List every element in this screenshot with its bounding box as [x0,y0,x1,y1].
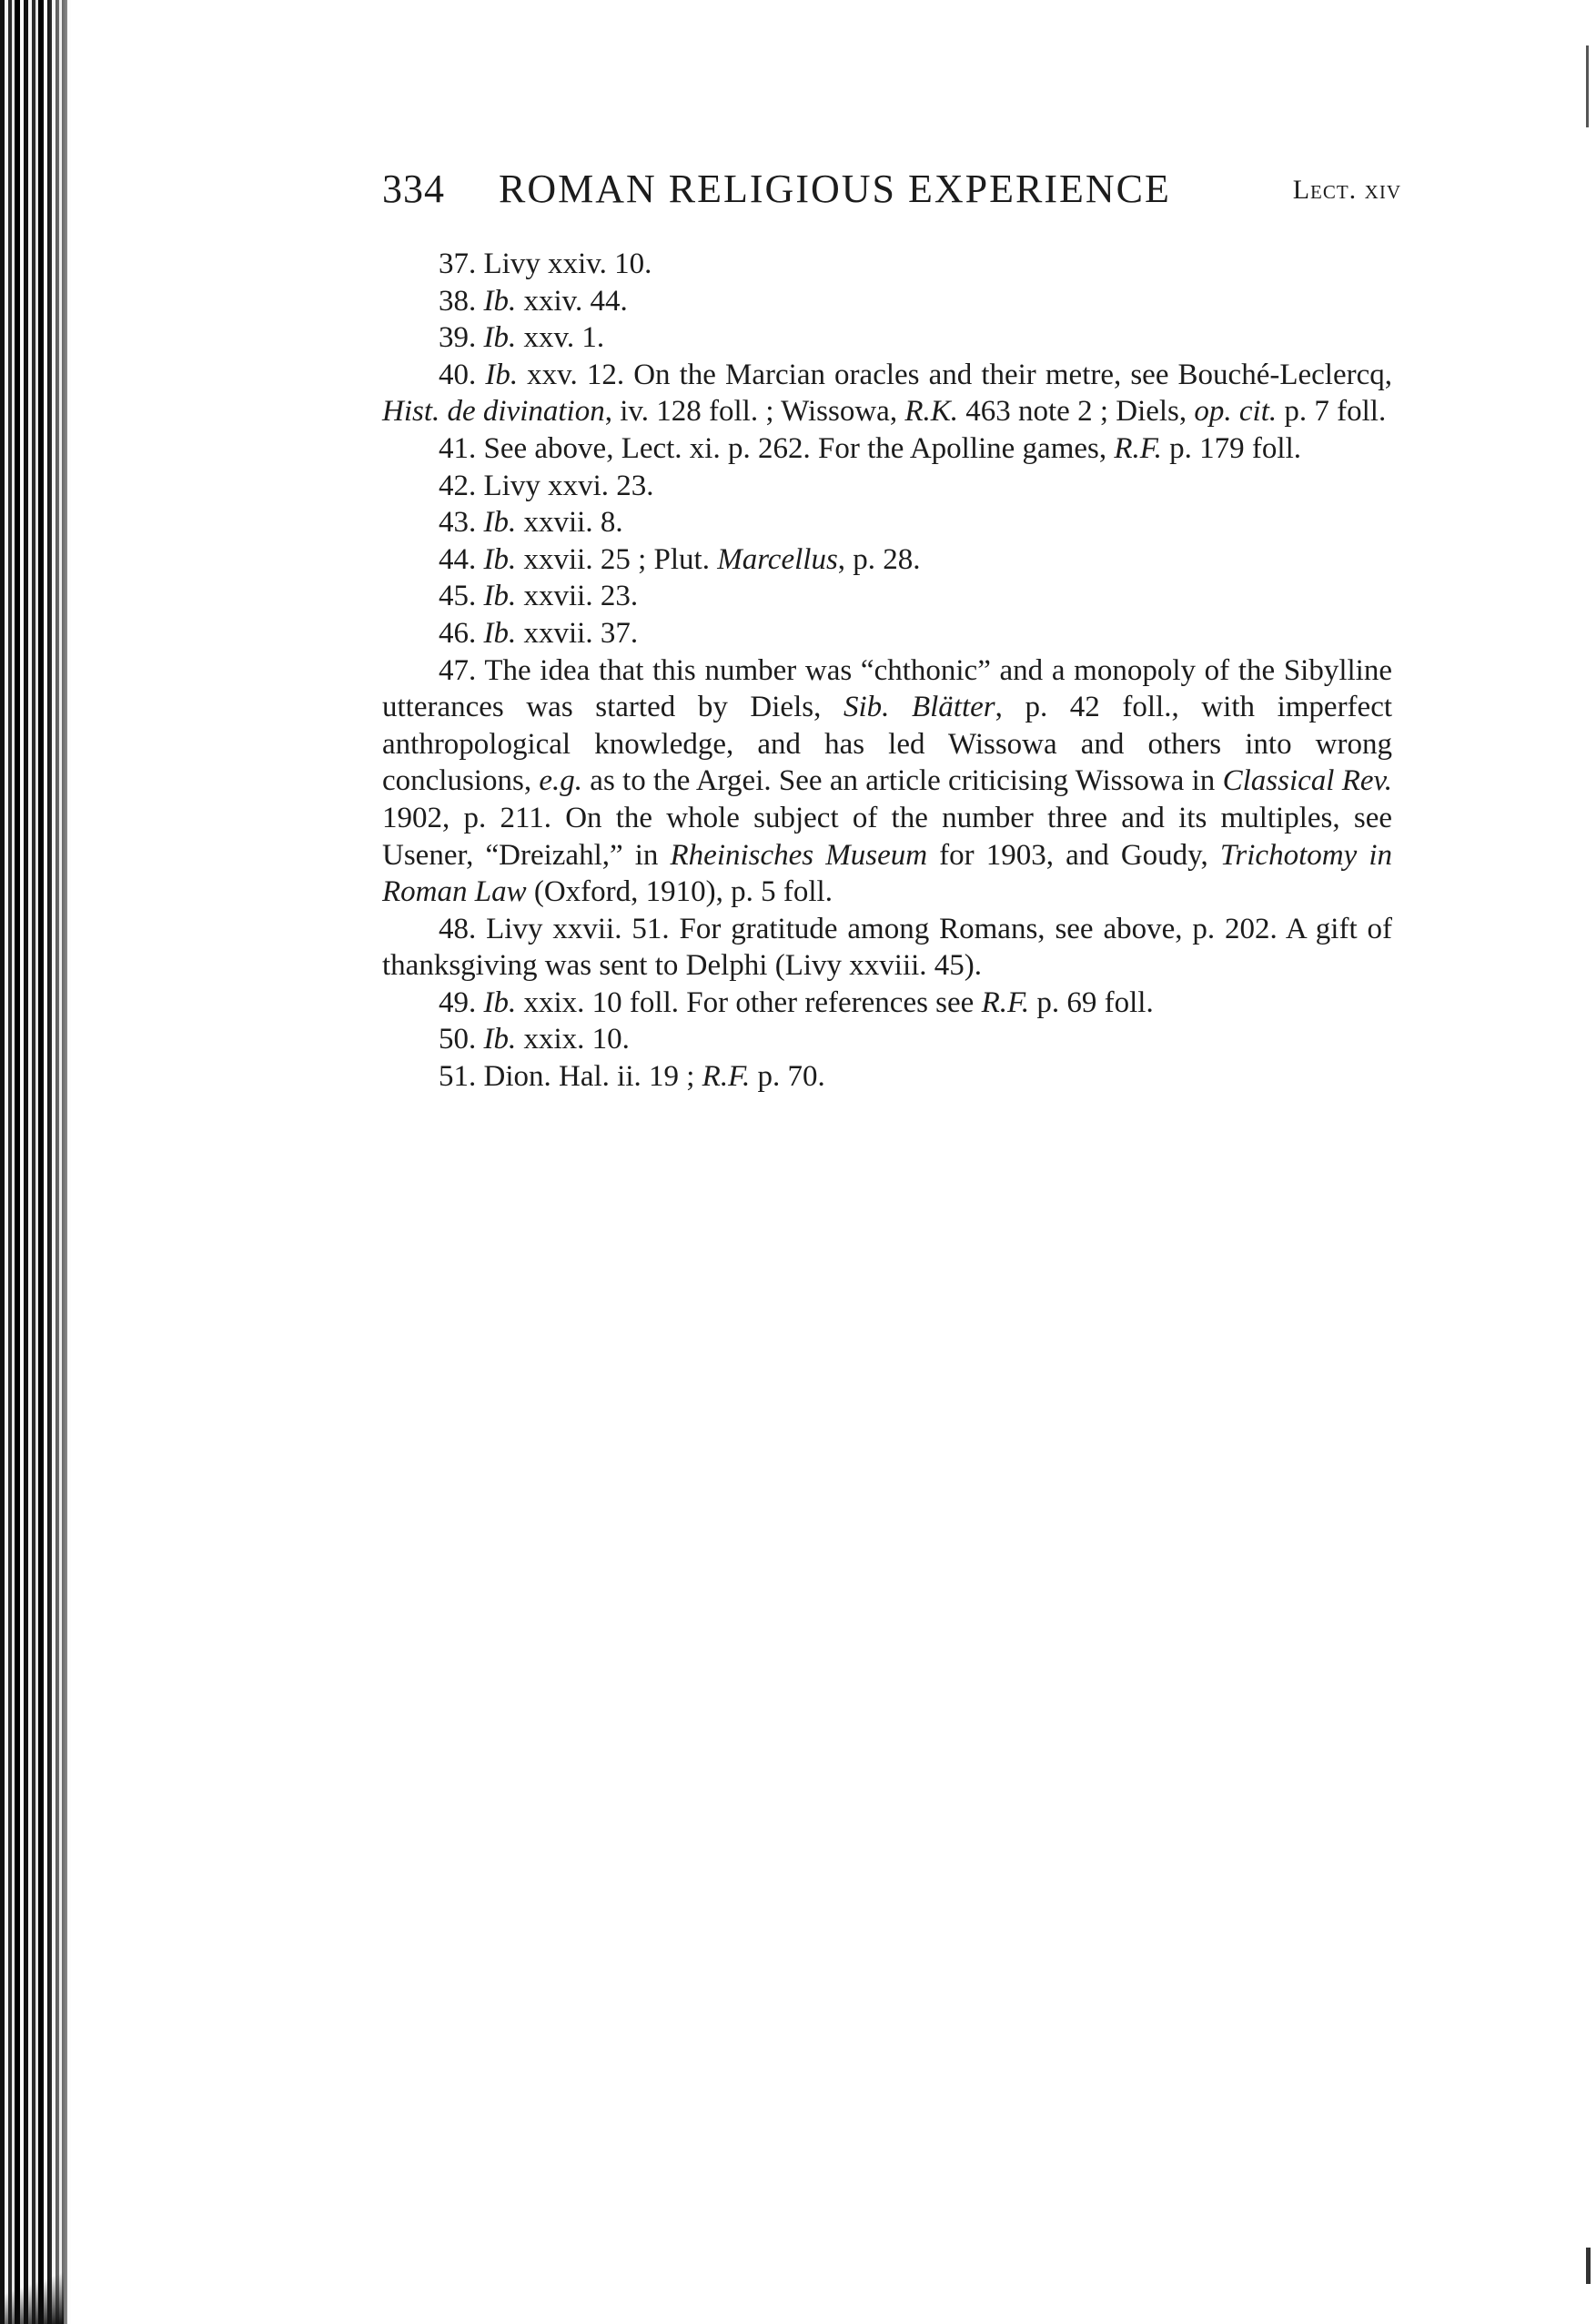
endnotes-list [382,246,1392,1096]
endnote [382,468,1392,505]
italic-citation: Hist. de divination [382,395,605,429]
note-text: 43. [439,506,484,540]
endnote [382,541,1392,579]
italic-citation: Ib. [483,321,517,355]
note-text: 46. [439,616,484,650]
endnote [382,578,1392,615]
italic-citation: Ib. [483,1023,517,1056]
endnote [382,430,1392,468]
endnote [382,246,1392,283]
scan-edge-mark [1586,2248,1591,2284]
endnote [382,319,1392,357]
italic-citation: R.F. [981,985,1030,1019]
endnote [382,504,1392,541]
note-text: (Oxford, 1910), p. 5 foll. [526,875,833,909]
italic-citation: R.K. [904,395,958,429]
note-text: xxvii. 37. [516,616,639,650]
italic-citation: op. cit. [1194,395,1278,429]
note-text: p. 179 foll. [1161,431,1301,465]
endnote [382,1021,1392,1058]
endnote [382,985,1392,1022]
italic-citation: Marcellus [717,542,838,576]
italic-citation: Ib. [483,284,517,318]
running-header [382,166,1401,217]
note-text: xxix. 10. [516,1023,630,1056]
note-text: xxvii. 25 ; Plut. [516,542,718,576]
binding-corner-shadow [0,2260,64,2324]
italic-citation: R.F. [1114,431,1162,465]
note-text: 463 note 2 ; Diels, [958,395,1195,429]
note-text: 39. [439,321,484,355]
note-text: p. 7 foll. [1277,395,1387,429]
running-title: ROMAN RELIGIOUS EXPERIENCE [499,167,1171,211]
endnote [382,652,1392,911]
note-text: 41. See above, Lect. xi. p. 262. For the Apolline games, [439,431,1115,465]
binding-shadow [47,0,84,2324]
italic-citation: e.g. [539,764,583,798]
italic-citation: Trichotomy in Roman Law [382,838,1392,909]
note-text: 44. [439,542,484,576]
endnote [382,911,1392,985]
note-text: 50. [439,1023,484,1056]
note-text: 48. Livy xxvii. 51. For gratitude among Romans, see above, p. 202. A gift of thanksgiving was sent to Delphi (Livy xxviii. 45). [382,912,1392,983]
italic-citation: Ib. [483,542,517,576]
endnote [382,1058,1392,1096]
note-text: xxv. 1. [516,321,605,355]
lecture-label: Lect. xiv [1292,175,1401,205]
note-text: 1902, p. 211. On the whole subject of the number three and its multiples, see Usener, “Dreizahl,” in [382,801,1392,872]
endnote [382,615,1392,652]
note-text: , iv. 128 foll. ; Wissowa, [604,395,905,429]
italic-citation: Ib. [483,985,517,1019]
note-text: 51. Dion. Hal. ii. 19 ; [439,1060,702,1094]
note-text: xxix. 10 foll. For other references see [516,985,982,1019]
italic-citation: Ib. [485,358,519,391]
note-text: 45. [439,580,484,613]
endnote [382,357,1392,430]
note-text: for 1903, and Goudy, [927,838,1220,872]
note-text: , p. 42 foll., with imperfect anthropological knowledge, and has led Wissowa and others into wrong conclusions, [382,691,1393,798]
italic-citation: Ib. [483,616,517,650]
note-text: xxiv. 44. [516,284,628,318]
note-text: 38. [439,284,484,318]
italic-citation: Classical Rev. [1222,764,1392,798]
note-text: , p. 28. [837,542,921,576]
italic-citation: Ib. [483,580,517,613]
note-text: xxvii. 23. [516,580,639,613]
note-text: 37. Livy xxiv. 10. [439,248,652,280]
note-text: 40. [439,358,486,391]
note-text: 42. Livy xxvi. 23. [439,469,654,502]
page-number: 334 [382,167,445,211]
note-text: as to the Argei. See an article criticising Wissowa in [582,764,1223,798]
note-text: xxvii. 8. [516,506,623,540]
endnote [382,283,1392,320]
italic-citation: R.F. [702,1060,751,1094]
note-text: 49. [439,985,484,1019]
note-text: xxv. 12. On the Marcian oracles and their metre, see Bouché-Leclercq, [518,358,1392,391]
italic-citation: Rheinisches Museum [670,838,928,872]
note-text: p. 69 foll. [1029,985,1154,1019]
italic-citation: Ib. [483,506,517,540]
italic-citation: Sib. Blätter [843,691,995,724]
note-text: 47. The idea that this number was “chthonic” and a monopoly of the Sibylline utterances was started by Diels, [382,653,1392,724]
scan-edge-mark [1586,45,1589,127]
note-text: p. 70. [750,1060,825,1094]
